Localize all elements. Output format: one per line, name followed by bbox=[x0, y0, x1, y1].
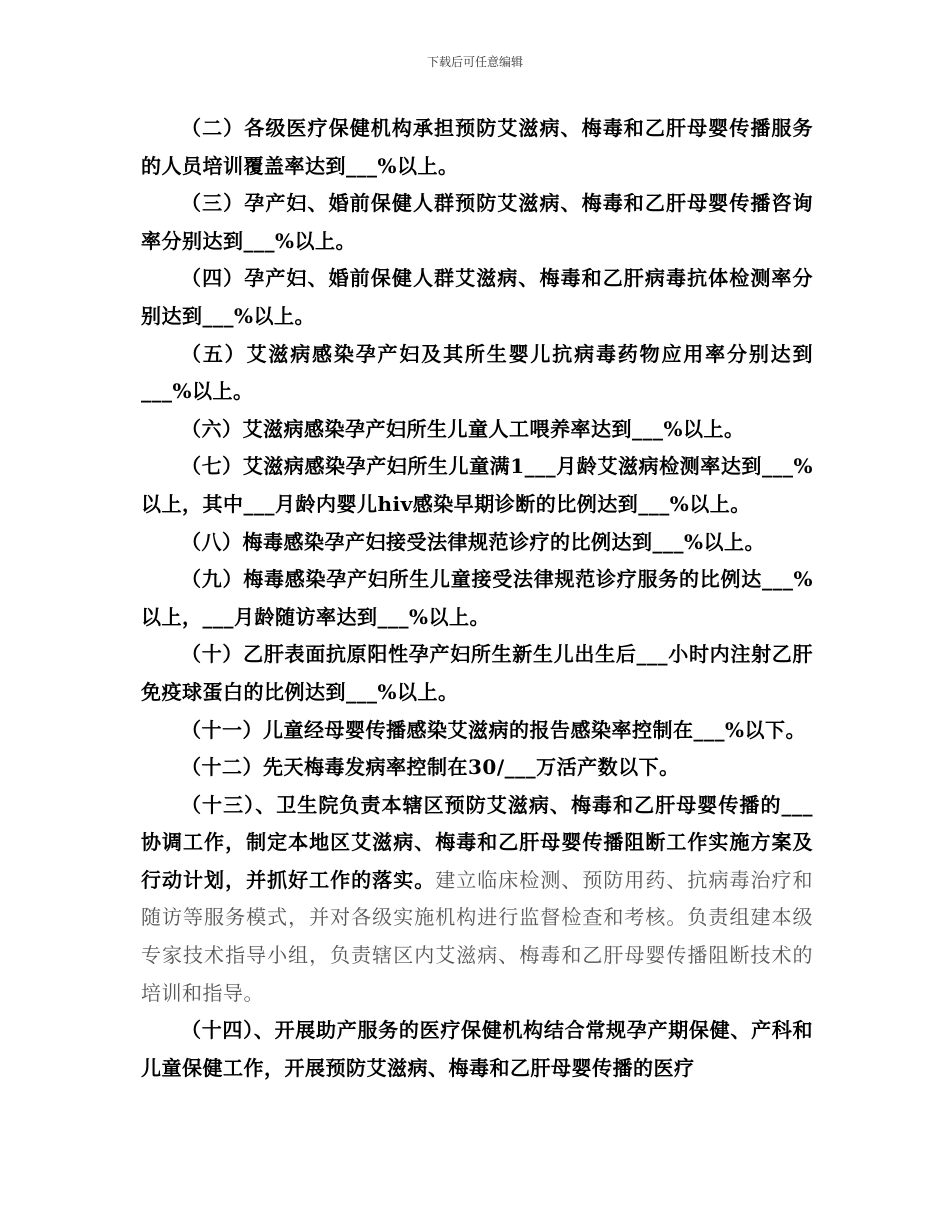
document-body bbox=[141, 110, 813, 1087]
paragraph-5: （五）艾滋病感染孕产妇及其所生婴儿抗病毒药物应用率分别达到___%以上。 bbox=[141, 341, 813, 404]
page-header: 下载后可任意编辑 bbox=[426, 55, 523, 69]
paragraph-12: （十二）先天梅毒发病率控制在30/___万活产数以下。 bbox=[181, 755, 680, 780]
paragraph-7: （七）艾滋病感染孕产妇所生儿童满1___月龄艾滋病检测率达到___%以上，其中___月龄内婴儿hiv感染早期诊断的比例达到___%以上。 bbox=[141, 454, 813, 516]
paragraph-11: （十一）儿童经母婴传播感染艾滋病的报告感染率控制在___%以下。 bbox=[181, 717, 807, 742]
paragraph-2: （二）各级医疗保健机构承担预防艾滋病、梅毒和乙肝母婴传播服务的人员培训覆盖率达到___%以上。 bbox=[141, 116, 813, 178]
paragraph-13-normal: 建立临床检测、预防用药、抗病毒治疗和随访等服务模式，并对各级实施机构进行监督检查和考核。负责组建本级专家技术指导小组，负责辖区内艾滋病、梅毒和乙肝母婴传播阻断技术的培训和指导。 bbox=[141, 867, 814, 1005]
paragraph-3: （三）孕产妇、婚前保健人群预防艾滋病、梅毒和乙肝母婴传播咨询率分别达到___%以上。 bbox=[141, 191, 813, 253]
paragraph-4: （四）孕产妇、婚前保健人群艾滋病、梅毒和乙肝病毒抗体检测率分别达到___%以上。 bbox=[141, 266, 813, 328]
paragraph-13 bbox=[141, 787, 813, 1013]
paragraph-9: （九）梅毒感染孕产妇所生儿童接受法律规范诊疗服务的比例达___%以上，___月龄随访率达到___%以上。 bbox=[141, 567, 813, 629]
paragraph-6: （六）艾滋病感染孕产妇所生儿童人工喂养率达到___%以上。 bbox=[181, 416, 745, 441]
paragraph-8: （八）梅毒感染孕产妇接受法律规范诊疗的比例达到___%以上。 bbox=[181, 529, 766, 554]
paragraph-10: （十）乙肝表面抗原阳性孕产妇所生新生儿出生后___小时内注射乙肝免疫球蛋白的比例达到___%以上。 bbox=[141, 642, 813, 704]
paragraph-13-bold: （十三）、卫生院负责本辖区预防艾滋病、梅毒和乙肝母婴传播的___协调工作，制定本地区艾滋病、梅毒和乙肝母婴传播阻断工作实施方案及行动计划，并抓好工作的落实。 bbox=[141, 792, 813, 892]
paragraph-14: （十四）、开展助产服务的医疗保健机构结合常规孕产期保健、产科和儿童保健工作，开展预防艾滋病、梅毒和乙肝母婴传播的医疗 bbox=[141, 1018, 813, 1080]
